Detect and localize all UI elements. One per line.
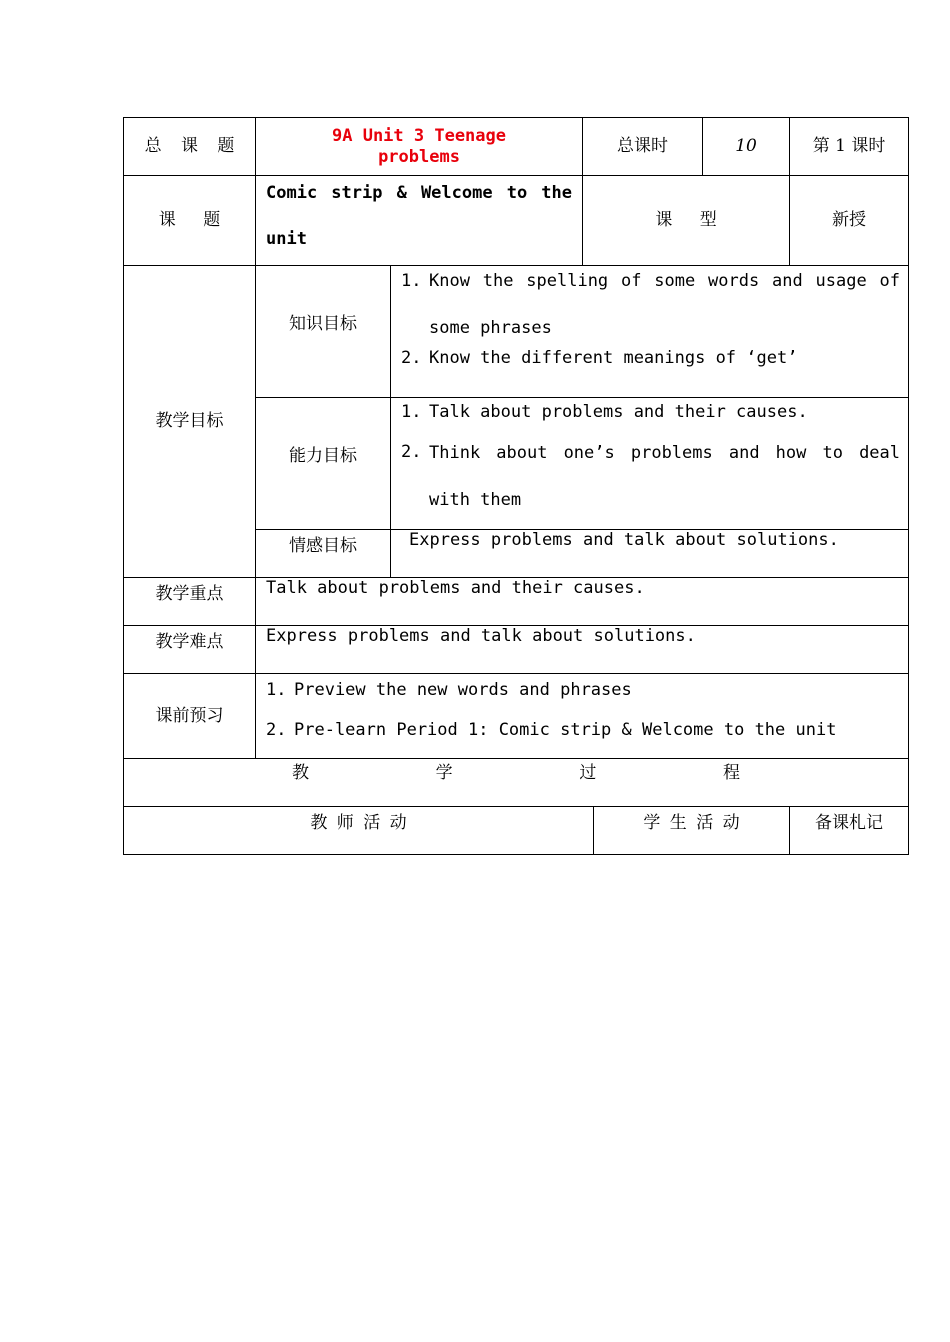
item-number: 2. <box>266 720 287 741</box>
notes-label: 备课札记 <box>790 807 909 855</box>
lesson-topic-label: 课 题 <box>124 176 256 266</box>
process-char: 学 <box>435 763 453 783</box>
lesson-type-label: 课 型 <box>583 176 790 266</box>
lesson-type-value: 新授 <box>790 176 909 266</box>
lesson-topic-value <box>256 176 583 266</box>
emotion-label: 情感目标 <box>256 530 391 578</box>
item-text: Think about one’s problems and how to deal with them <box>429 443 901 511</box>
key-points-text: Talk about problems and their causes. <box>256 578 909 626</box>
item-text: Know the different meanings of ‘get’ <box>429 348 798 368</box>
period-label: 第 1 课时 <box>790 118 909 176</box>
activities-row <box>124 807 909 855</box>
knowledge-list <box>391 270 908 368</box>
total-hours-value: 10 <box>703 118 790 176</box>
lesson-topic-row <box>124 176 909 266</box>
item-text: Know the spelling of some words and usage of some phrases <box>429 271 901 338</box>
student-activity-label: 学 生 活 动 <box>594 807 790 855</box>
process-char: 过 <box>579 763 597 783</box>
teacher-activity-label: 教 师 活 动 <box>124 807 594 855</box>
key-points-row <box>124 578 909 626</box>
item-number: 2. <box>401 442 422 463</box>
process-heading <box>124 759 909 807</box>
item-number: 1. <box>401 271 422 291</box>
ability-label: 能力目标 <box>256 398 391 530</box>
item-text: Preview the new words and phrases <box>294 680 632 700</box>
ability-list <box>391 402 908 524</box>
difficulties-row <box>124 626 909 674</box>
process-char: 程 <box>723 763 741 783</box>
list-item <box>401 348 900 368</box>
difficulties-text: Express problems and talk about solutions. <box>256 626 909 674</box>
list-item <box>401 270 900 352</box>
preview-row <box>124 674 909 759</box>
preview-list <box>256 680 908 741</box>
list-item <box>266 720 900 740</box>
total-topic-label: 总 课 题 <box>124 118 256 176</box>
knowledge-label: 知识目标 <box>256 266 391 398</box>
preview-label: 课前预习 <box>124 674 256 759</box>
item-text: Pre-learn Period 1: Comic strip & Welcome to the unit <box>294 720 837 741</box>
lesson-topic-line1: Comic strip & Welcome to the <box>266 183 573 203</box>
header-row <box>124 118 909 176</box>
total-hours-label: 总课时 <box>583 118 703 176</box>
list-item <box>401 442 900 524</box>
lesson-plan-table <box>123 117 909 855</box>
item-number: 1. <box>401 402 422 422</box>
preview-content <box>256 674 909 759</box>
item-text: Talk about problems and their causes. <box>429 402 808 422</box>
difficulties-label: 教学难点 <box>124 626 256 674</box>
item-number: 1. <box>266 680 287 700</box>
lesson-topic-line2: unit <box>266 229 307 249</box>
key-points-label: 教学重点 <box>124 578 256 626</box>
list-item <box>266 680 900 700</box>
ability-content <box>391 398 909 530</box>
process-row <box>124 759 909 807</box>
total-topic-value: 9A Unit 3 Teenage problems <box>256 118 583 176</box>
list-item <box>401 402 900 422</box>
objectives-label: 教学目标 <box>124 266 256 578</box>
process-char: 教 <box>292 763 309 783</box>
emotion-text: Express problems and talk about solutions. <box>391 530 909 578</box>
process-chars <box>124 763 908 783</box>
knowledge-row <box>124 266 909 398</box>
knowledge-content <box>391 266 909 398</box>
item-number: 2. <box>401 348 422 368</box>
